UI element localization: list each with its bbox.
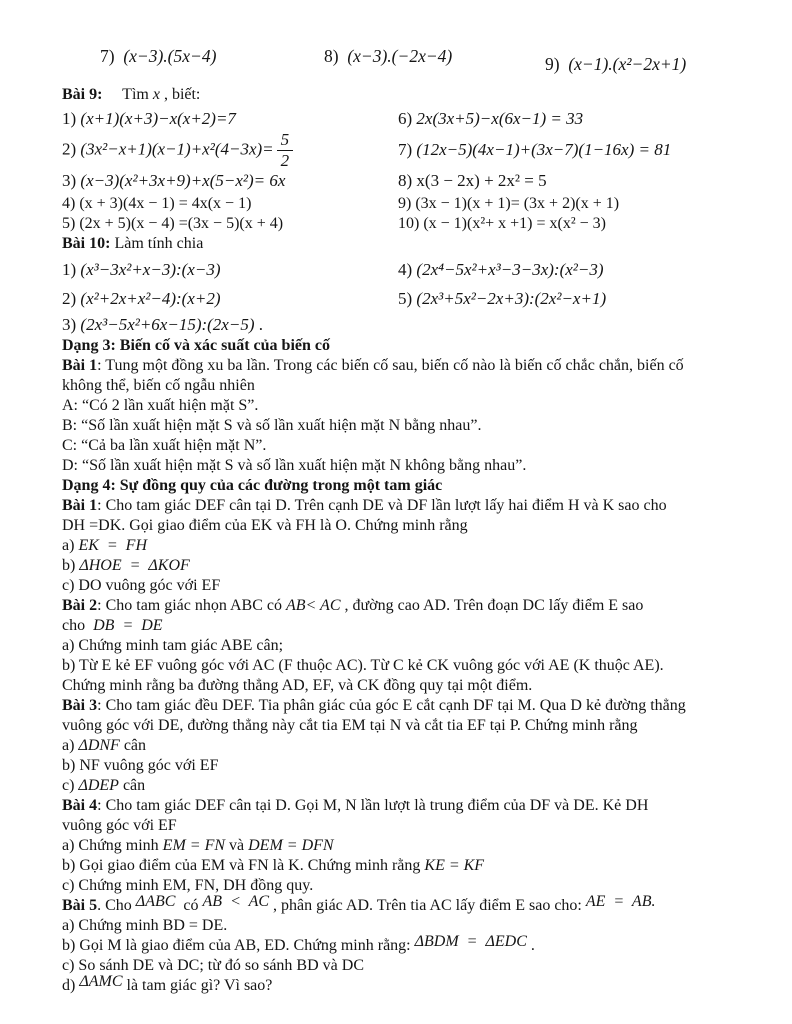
text-run: . (526, 937, 535, 954)
text-run: B: “Số lần xuất hiện mặt S và số lần xuất hiện mặt N bằng nhau”. (62, 417, 482, 434)
text-run: Bài 1 (62, 357, 98, 374)
text-run: ΔDNF (78, 737, 120, 754)
bai3-part-b (62, 756, 742, 776)
text-run: C: “Cả ba lần xuất hiện mặt N”. (62, 437, 267, 454)
text-run: có (175, 897, 203, 914)
text-run: ΔBDM = ΔEDC (414, 933, 527, 950)
bai4-line2 (62, 816, 742, 836)
text-run: , đường cao AD. Trên đoạn DC lấy điểm E sao (340, 597, 644, 614)
right-column-item (398, 289, 742, 309)
bai1-part-a (62, 536, 742, 556)
text-run: ΔAMC (79, 973, 123, 990)
text-run: ΔABC (135, 893, 176, 910)
text-run: 3) (62, 314, 81, 334)
text-run: a) Chứng minh (62, 837, 163, 854)
text-run: 2x(3x+5)−x(6x−1) = 33 (416, 109, 584, 128)
left-column-item (62, 214, 398, 234)
bai9-heading (62, 85, 742, 106)
text-run: Bài 10: (62, 235, 111, 252)
text-run: DEM = DFN (248, 837, 334, 854)
bai9-items-4-9 (62, 194, 742, 214)
bai9-items-1-6 (62, 106, 742, 132)
text-run: 8) (324, 46, 348, 66)
fraction-numerator: 5 (277, 131, 294, 151)
bai5-line1 (62, 893, 742, 916)
text-run: a) (62, 537, 79, 554)
left-column-item (62, 315, 398, 335)
bai1-part-b (62, 556, 742, 576)
text-run: (3x²−x+1)(x−1)+x²(4−3x)= (80, 138, 274, 158)
text-run: (x−1).(x²−2x+1) (568, 54, 687, 74)
event-c (62, 436, 742, 456)
event-a (62, 396, 742, 416)
left-column-item (62, 171, 398, 191)
bai10-heading (62, 234, 742, 255)
text-run: c) DO vuông góc với EF (62, 577, 221, 594)
text-run: 7) (398, 140, 417, 159)
bai2-line1 (62, 596, 742, 616)
bai10-items-1-4 (62, 255, 742, 284)
text-run: Bài 9: (62, 86, 103, 103)
text-run: b) Gọi giao điểm của EM và FN là K. Chứng minh rằng (62, 857, 425, 874)
text-run: 4) (398, 259, 417, 279)
text-run: DB = DE (93, 617, 163, 634)
text-run: 3) (62, 171, 81, 190)
text-run: a) Chứng minh BD = DE. (62, 917, 228, 934)
dang4-bai1-line2 (62, 516, 742, 536)
text-run: AB < AC (202, 893, 270, 910)
right-column-item (398, 214, 742, 234)
expression (324, 46, 452, 66)
text-run: (2x⁴−5x²+x³−3−3x):(x²−3) (416, 259, 604, 279)
bai3-line1 (62, 696, 742, 716)
bai3-part-c (62, 776, 742, 796)
text-run: và (225, 837, 249, 854)
text-run: ΔDEP (78, 777, 119, 794)
text-run: A: “Có 2 lần xuất hiện mặt S”. (62, 397, 259, 414)
left-column-item (62, 289, 398, 309)
bai1-part-c (62, 576, 742, 596)
text-run: (x+1)(x+3)−x(x+2)=7 (80, 109, 236, 128)
dang3-bai1-line2 (62, 376, 742, 396)
event-d (62, 456, 742, 476)
bai10-item-3 (62, 313, 742, 336)
text-run: a) (62, 737, 79, 754)
expression (545, 54, 686, 74)
text-run: . Cho (97, 897, 136, 914)
event-b (62, 416, 742, 436)
bai9-items-3-8 (62, 168, 742, 194)
text-run: : Cho tam giác nhọn ABC có (97, 597, 286, 614)
text-run: Chứng minh rằng ba đường thẳng AD, EF, và CK đồng quy tại một điểm. (62, 677, 533, 694)
text-run: Bài 2 (62, 597, 98, 614)
text-run: , biết: (159, 86, 201, 103)
text-run: 2) (62, 288, 81, 308)
text-run: 4) (x + 3)(4x − 1) = 4x(x − 1) (62, 195, 252, 212)
text-run: không thể, biến cố ngẫu nhiên (62, 377, 255, 394)
dang3-heading (62, 336, 742, 356)
left-column-item (62, 194, 398, 214)
text-run: (2x³−5x²+6x−15):(2x−5) (80, 314, 255, 334)
bai9-items-5-10 (62, 214, 742, 234)
bai2-line2 (62, 616, 742, 636)
text-run: . (254, 314, 263, 334)
text-run: c) Chứng minh EM, FN, DH đồng quy. (62, 877, 314, 894)
text-run: (x³−3x²+x−3):(x−3) (80, 259, 221, 279)
text-run: : Tung một đồng xu ba lần. Trong các biến cố sau, biến cố nào là biến cố chắc chắn, biến cố (97, 357, 684, 374)
text-run: , phân giác AD. Trên tia AC lấy điểm E sao cho: (269, 897, 586, 914)
bai2-part-b1 (62, 656, 742, 676)
bai5-part-d (62, 973, 742, 996)
text-run: 1) (62, 259, 81, 279)
text-run: AE = AB. (585, 893, 656, 910)
text-run: 6) (398, 109, 417, 128)
bai3-part-a (62, 736, 742, 756)
text-run: Bài 5 (62, 897, 98, 914)
text-run: b) Từ E kẻ EF vuông góc với AC (F thuộc AC). Từ C kẻ CK vuông góc với AE (K thuộc AE). (62, 657, 664, 674)
text-run: 7) (100, 46, 124, 66)
dang4-bai1-line1 (62, 496, 742, 516)
dang3-bai1-line1 (62, 356, 742, 376)
text-run: 10) (x − 1)(x²+ x +1) = x(x² − 3) (398, 215, 607, 232)
text-run: cân (119, 737, 147, 754)
left-column-item (62, 109, 398, 129)
text-run: 9) (545, 54, 569, 74)
right-column-item (398, 260, 742, 280)
text-run: 9) (3x − 1)(x + 1)= (3x + 2)(x + 1) (398, 195, 620, 212)
bai2-part-a (62, 636, 742, 656)
text-run: 1) (62, 109, 81, 128)
text-run: (x²+2x+x²−4):(x+2) (80, 288, 221, 308)
bai2-part-b2 (62, 676, 742, 696)
text-run: (x−3)(x²+3x+9)+x(5−x²)= 6x (80, 171, 286, 190)
fraction-denominator: 2 (280, 150, 290, 170)
text-run: Dạng 3: Biến cố và xác suất của biến cố (62, 337, 330, 354)
text-run: x (152, 86, 160, 103)
text-run: DH =DK. Gọi giao điểm của EK và FH là O. Chứng minh rằng (62, 517, 468, 534)
bai4-part-b (62, 856, 742, 876)
text-run: b) (62, 557, 80, 574)
bai4-line1 (62, 796, 742, 816)
text-run: Làm tính chia (110, 235, 204, 252)
text-run: 2) (62, 138, 81, 158)
text-run: (2x³+5x²−2x+3):(2x²−x+1) (416, 288, 607, 308)
text-run: KE = KF (424, 857, 485, 874)
left-column-item (62, 260, 398, 280)
text-run: (x−3).(5x−4) (123, 46, 217, 66)
text-run: là tam giác gì? Vì sao? (122, 977, 273, 994)
bai5-part-b (62, 933, 742, 956)
text-run: c) (62, 777, 79, 794)
expression (100, 46, 216, 66)
bai3-line2 (62, 716, 742, 736)
dang4-heading (62, 476, 742, 496)
text-run: a) Chứng minh tam giác ABE cân; (62, 637, 284, 654)
text-run: b) Gọi M là giao điểm của AB, ED. Chứng minh rằng: (62, 937, 415, 954)
text-run: AB< AC (286, 597, 341, 614)
bai5-part-a (62, 916, 742, 936)
right-column-item (398, 140, 742, 160)
text-run: Bài 1 (62, 497, 98, 514)
text-run: Bài 3 (62, 697, 98, 714)
text-run: cho (62, 617, 94, 634)
text-run: 5) (398, 288, 417, 308)
text-run: Dạng 4: Sự đồng quy của các đường trong một tam giác (62, 477, 443, 494)
right-column-item (398, 171, 742, 191)
bai10-items-2-5 (62, 284, 742, 313)
text-run: : Cho tam giác DEF cân tại D. Gọi M, N lần lượt là trung điểm của DF và DE. Kẻ DH (97, 797, 649, 814)
text-run: vuông góc với DE, đường thẳng này cắt tia EM tại N và cắt tia EF tại P. Chứng minh rằng (62, 717, 638, 734)
text-run: Tìm (102, 86, 153, 103)
text-run: (x−3).(−2x−4) (347, 46, 453, 66)
text-run: Bài 4 (62, 797, 98, 814)
expansion-problems-row (62, 44, 742, 85)
text-run: D: “Số lần xuất hiện mặt S và số lần xuất hiện mặt N không bằng nhau”. (62, 457, 527, 474)
bai4-part-a (62, 836, 742, 856)
text-run: b) NF vuông góc với EF (62, 757, 219, 774)
left-column-item (62, 131, 398, 170)
text-run: vuông góc với EF (62, 817, 177, 834)
text-run: c) So sánh DE và DC; từ đó so sánh BD và DC (62, 957, 364, 974)
bai5-part-c (62, 956, 742, 976)
bai9-items-2-7 (62, 129, 742, 170)
text-run: cân (118, 777, 146, 794)
text-run: d) (62, 977, 80, 994)
right-column-item (398, 109, 742, 129)
text-run: ΔHOE = ΔKOF (79, 557, 190, 574)
text-run: (12x−5)(4x−1)+(3x−7)(1−16x) = 81 (416, 140, 672, 159)
text-run: EK = FH (78, 537, 148, 554)
text-run: 5) (2x + 5)(x − 4) =(3x − 5)(x + 4) (62, 215, 284, 232)
text-run: : Cho tam giác DEF cân tại D. Trên cạnh DE và DF lần lượt lấy hai điểm H và K sao cho (97, 497, 667, 514)
text-run: : Cho tam giác đều DEF. Tia phân giác của góc E cắt cạnh DF tại M. Qua D kẻ đường thẳng (97, 697, 686, 714)
text-run: EM = FN (162, 837, 226, 854)
right-column-item (398, 194, 742, 214)
fraction (277, 131, 294, 170)
text-run: 8) x(3 − 2x) + 2x² = 5 (398, 171, 547, 190)
